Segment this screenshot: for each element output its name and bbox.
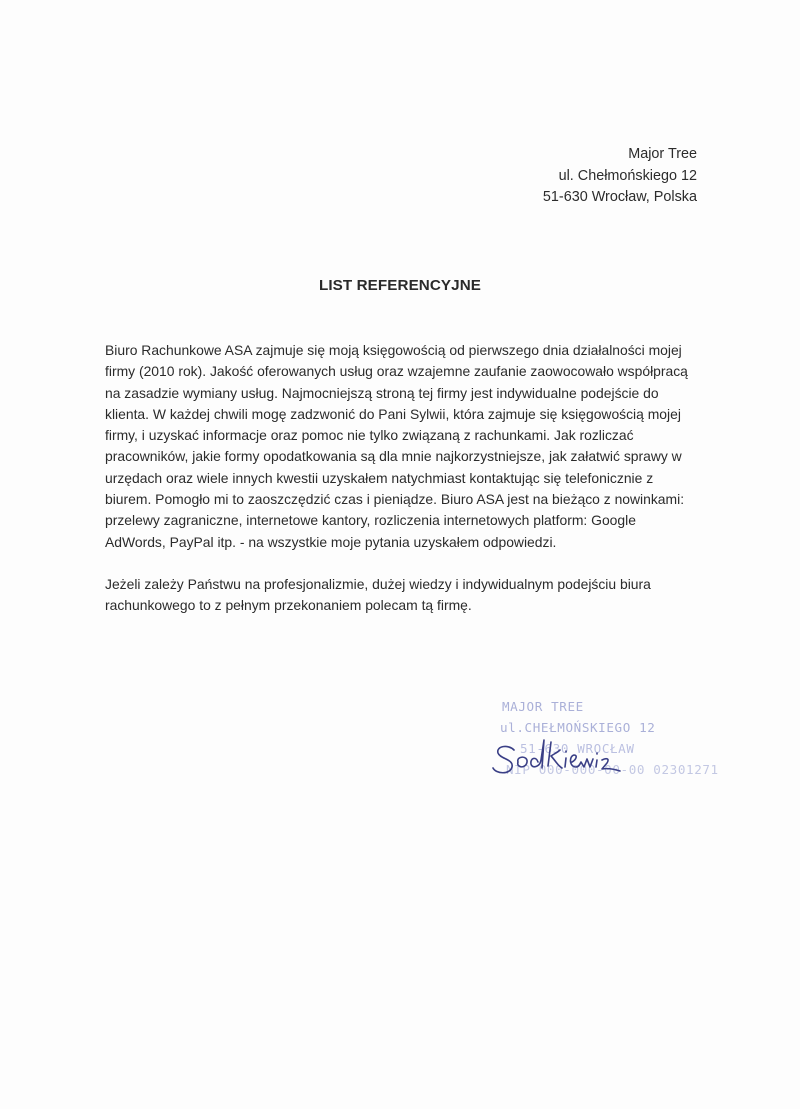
stamp-line: 51-630 WROCŁAW (520, 741, 635, 756)
sender-street: ul. Chełmońskiego 12 (558, 167, 697, 184)
letter-title: LIST REFERENCYJNE (318, 277, 482, 294)
body-line: klienta. W każdej chwili mogę zadzwonić do Pani Sylwii, która zajmuje się księgowością mojej (105, 405, 681, 422)
body-line: przelewy zagraniczne, internetowe kantory, rozliczenia internetowych platform: Google (105, 512, 636, 529)
sender-address (543, 144, 697, 209)
letter-body (105, 340, 705, 617)
body-line: firmy (2010 rok). Jakość oferowanych usług oraz wzajemne zaufanie zaowocowało współpracą (105, 363, 688, 380)
body-line: na zasadzie wymiany usług. Najmocniejszą stroną tej firmy jest indywidualne podejście do (105, 384, 659, 401)
body-line: biurem. Pomogło mi to zaoszczędzić czas i pieniądze. Biuro ASA jest na bieżąco z nowinkami: (105, 491, 685, 508)
paragraph-1 (105, 340, 705, 553)
body-line: pracowników, jakie formy opodatkowania są dla mnie najkorzystniejsze, jak załatwić sprawy w (105, 448, 682, 465)
body-line: firmy, i uzyskać informacje oraz pomoc nie tylko związaną z rachunkami. Jak rozliczać (105, 427, 634, 444)
body-line: Biuro Rachunkowe ASA zajmuje się moją księgowością od pierwszego dnia działalności mojej (105, 342, 682, 358)
body-line: urzędach oraz wiele innych kwestii uzyskałem natychmiast kontaktując się telefonicznie z (105, 469, 654, 486)
paragraph-2 (105, 574, 705, 617)
sender-name: Major Tree (628, 146, 697, 162)
handwritten-signature (488, 722, 628, 782)
body-line: Jeżeli zależy Państwu na profesjonalizmie, dużej wiedzy i indywidualnym podejściu biura (105, 575, 651, 592)
stamp-line: ul.CHEŁMOŃSKIEGO 12 (500, 720, 656, 735)
stamp-line: NIP 000-000-00-00 02301271 (506, 762, 719, 777)
body-line: AdWords, PayPal itp. - na wszystkie moje pytania uzyskałem odpowiedzi. (105, 533, 557, 550)
stamp-line: MAJOR TREE (502, 699, 584, 714)
sender-city: 51-630 Wrocław, Polska (542, 189, 697, 205)
body-line: rachunkowego to z pełnym przekonaniem polecam tą firmę. (105, 597, 472, 614)
